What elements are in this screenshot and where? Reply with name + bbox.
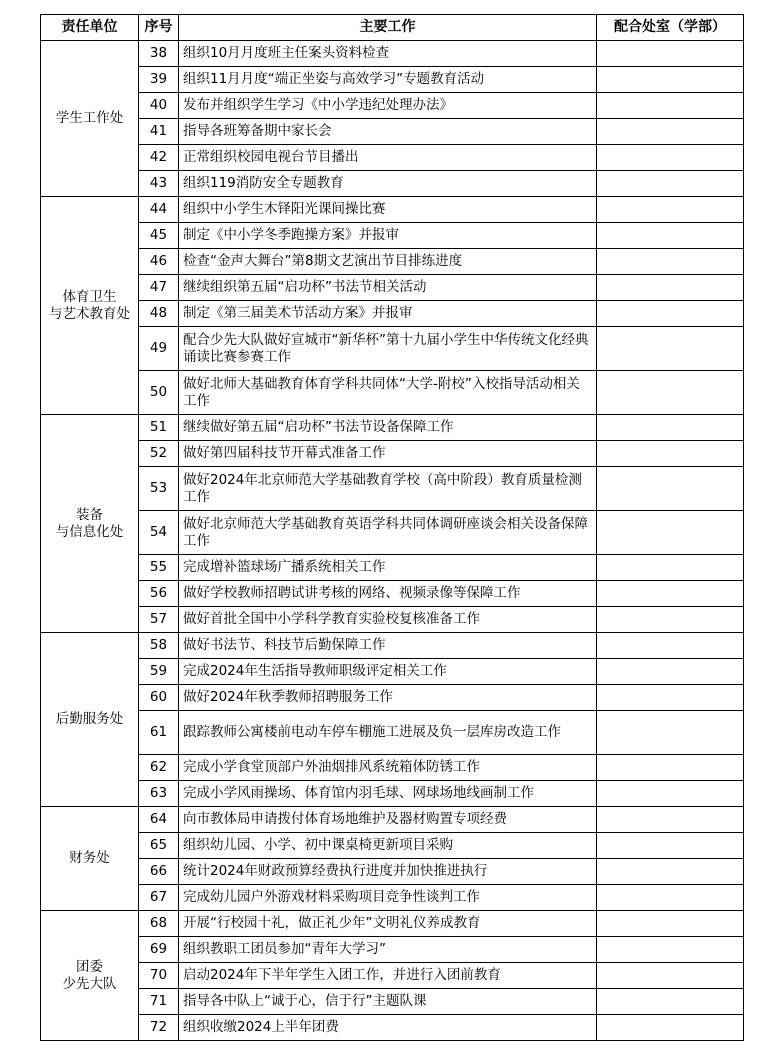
row-number: 66 (139, 859, 179, 885)
table-row (41, 301, 744, 327)
row-number: 53 (139, 467, 179, 511)
table-row (41, 911, 744, 937)
task-text: 做好2024年秋季教师招聘服务工作 (179, 685, 597, 711)
row-number: 67 (139, 885, 179, 911)
unit-name-line: 财务处 (69, 850, 110, 866)
row-number: 70 (139, 963, 179, 989)
row-number: 47 (139, 275, 179, 301)
unit-name-line: 后勤服务处 (55, 711, 124, 727)
row-number: 57 (139, 607, 179, 633)
unit-name-line: 与艺术教育处 (49, 305, 130, 322)
table-row (41, 93, 744, 119)
table-row (41, 807, 744, 833)
dept-cell (597, 93, 744, 119)
table-row (41, 467, 744, 511)
table-row (41, 833, 744, 859)
dept-cell (597, 145, 744, 171)
row-number: 54 (139, 511, 179, 555)
dept-cell (597, 781, 744, 807)
dept-cell (597, 1015, 744, 1041)
dept-cell (597, 581, 744, 607)
dept-cell (597, 415, 744, 441)
table-row (41, 685, 744, 711)
dept-cell (597, 467, 744, 511)
dept-cell (597, 755, 744, 781)
table-row (41, 711, 744, 755)
dept-cell (597, 555, 744, 581)
dept-cell (597, 859, 744, 885)
row-number: 46 (139, 249, 179, 275)
dept-cell (597, 937, 744, 963)
row-number: 60 (139, 685, 179, 711)
header-row (41, 15, 744, 41)
task-text: 正常组织校园电视台节目播出 (179, 145, 597, 171)
table-row (41, 415, 744, 441)
row-number: 49 (139, 327, 179, 371)
task-text: 指导各班筹备期中家长会 (179, 119, 597, 145)
table-row (41, 659, 744, 685)
dept-cell (597, 685, 744, 711)
task-text: 检查“金声大舞台”第8期文艺演出节目排练进度 (179, 249, 597, 275)
table-row (41, 197, 744, 223)
task-text: 组织10月月度班主任案头资料检查 (179, 41, 597, 67)
table-row (41, 755, 744, 781)
unit-cell (41, 197, 139, 415)
row-number: 38 (139, 41, 179, 67)
header-task: 主要工作 (179, 15, 597, 41)
row-number: 58 (139, 633, 179, 659)
table-row (41, 41, 744, 67)
unit-name-line: 学生工作处 (55, 110, 124, 126)
task-text: 组织11月月度“端正坐姿与高效学习”专题教育活动 (179, 67, 597, 93)
row-number: 55 (139, 555, 179, 581)
row-number: 68 (139, 911, 179, 937)
dept-cell (597, 301, 744, 327)
row-number: 64 (139, 807, 179, 833)
dept-cell (597, 911, 744, 937)
task-text: 完成幼儿园户外游戏材料采购项目竞争性谈判工作 (179, 885, 597, 911)
table-row (41, 555, 744, 581)
table-row (41, 223, 744, 249)
dept-cell (597, 833, 744, 859)
task-text: 组织收缴2024上半年团费 (179, 1015, 597, 1041)
dept-cell (597, 67, 744, 93)
row-number: 56 (139, 581, 179, 607)
dept-cell (597, 327, 744, 371)
table-row (41, 67, 744, 93)
row-number: 61 (139, 711, 179, 755)
dept-cell (597, 197, 744, 223)
dept-cell (597, 441, 744, 467)
table-row (41, 607, 744, 633)
task-text: 组织幼儿园、小学、初中课桌椅更新项目采购 (179, 833, 597, 859)
dept-cell (597, 511, 744, 555)
task-text: 指导各中队上“诚于心，信于行”主题队课 (179, 989, 597, 1015)
task-text: 开展“行校园十礼，做正礼少年”文明礼仪养成教育 (179, 911, 597, 937)
unit-cell (41, 41, 139, 197)
table-row (41, 171, 744, 197)
header-dept: 配合处室（学部） (597, 15, 744, 41)
table-row (41, 937, 744, 963)
dept-cell (597, 807, 744, 833)
task-text: 配合少先大队做好宣城市“新华杯”第十九届小学生中华传统文化经典诵读比赛参赛工作 (179, 327, 597, 371)
task-text: 继续做好第五届“启功杯”书法节设备保障工作 (179, 415, 597, 441)
table-row (41, 963, 744, 989)
unit-name-line: 与信息化处 (55, 523, 124, 540)
dept-cell (597, 371, 744, 415)
row-number: 43 (139, 171, 179, 197)
task-text: 统计2024年财政预算经费执行进度并加快推进执行 (179, 859, 597, 885)
table-row (41, 249, 744, 275)
task-text: 做好书法节、科技节后勤保障工作 (179, 633, 597, 659)
unit-cell (41, 415, 139, 633)
row-number: 40 (139, 93, 179, 119)
dept-cell (597, 171, 744, 197)
unit-name-line: 少先大队 (62, 975, 117, 992)
task-text: 做好学校教师招聘试讲考核的网络、视频录像等保障工作 (179, 581, 597, 607)
table-row (41, 119, 744, 145)
task-text: 完成2024年生活指导教师职级评定相关工作 (179, 659, 597, 685)
task-text: 完成增补篮球场广播系统相关工作 (179, 555, 597, 581)
task-text: 做好2024年北京师范大学基础教育学校（高中阶段）教育质量检测工作 (179, 467, 597, 511)
dept-cell (597, 119, 744, 145)
table-row (41, 511, 744, 555)
task-text: 制定《中小学冬季跑操方案》并报审 (179, 223, 597, 249)
unit-name-line: 团委 (76, 958, 103, 975)
row-number: 42 (139, 145, 179, 171)
dept-cell (597, 607, 744, 633)
table-row (41, 275, 744, 301)
row-number: 41 (139, 119, 179, 145)
header-num: 序号 (139, 15, 179, 41)
dept-cell (597, 41, 744, 67)
row-number: 50 (139, 371, 179, 415)
task-text: 继续组织第五届“启功杯”书法节相关活动 (179, 275, 597, 301)
task-text: 制定《第三届美术节活动方案》并报审 (179, 301, 597, 327)
row-number: 62 (139, 755, 179, 781)
table-row (41, 633, 744, 659)
task-text: 组织119消防安全专题教育 (179, 171, 597, 197)
dept-cell (597, 223, 744, 249)
task-text: 完成小学食堂顶部户外油烟排风系统箱体防锈工作 (179, 755, 597, 781)
task-text: 组织中小学生木铎阳光课间操比赛 (179, 197, 597, 223)
table-row (41, 989, 744, 1015)
dept-cell (597, 633, 744, 659)
row-number: 45 (139, 223, 179, 249)
dept-cell (597, 659, 744, 685)
table-row (41, 1015, 744, 1041)
row-number: 39 (139, 67, 179, 93)
row-number: 72 (139, 1015, 179, 1041)
table-row (41, 327, 744, 371)
unit-cell (41, 807, 139, 911)
task-text: 启动2024年下半年学生入团工作，并进行入团前教育 (179, 963, 597, 989)
row-number: 63 (139, 781, 179, 807)
row-number: 69 (139, 937, 179, 963)
work-plan-table (40, 14, 744, 1041)
dept-cell (597, 963, 744, 989)
table-row (41, 371, 744, 415)
row-number: 52 (139, 441, 179, 467)
row-number: 59 (139, 659, 179, 685)
dept-cell (597, 989, 744, 1015)
row-number: 44 (139, 197, 179, 223)
table-row (41, 781, 744, 807)
unit-name-line: 装备 (76, 506, 103, 523)
task-text: 向市教体局申请拨付体育场地维护及器材购置专项经费 (179, 807, 597, 833)
row-number: 71 (139, 989, 179, 1015)
table-row (41, 885, 744, 911)
dept-cell (597, 275, 744, 301)
unit-cell (41, 633, 139, 807)
task-text: 做好北师大基础教育体育学科共同体“大学-附校”入校指导活动相关工作 (179, 371, 597, 415)
header-unit: 责任单位 (41, 15, 139, 41)
dept-cell (597, 249, 744, 275)
task-text: 做好首批全国中小学科学教育实验校复核准备工作 (179, 607, 597, 633)
row-number: 48 (139, 301, 179, 327)
unit-cell (41, 911, 139, 1041)
task-text: 做好北京师范大学基础教育英语学科共同体调研座谈会相关设备保障工作 (179, 511, 597, 555)
unit-name-line: 体育卫生 (62, 288, 117, 305)
task-text: 做好第四届科技节开幕式准备工作 (179, 441, 597, 467)
table-row (41, 441, 744, 467)
dept-cell (597, 885, 744, 911)
table-row (41, 145, 744, 171)
task-text: 组织教职工团员参加“青年大学习” (179, 937, 597, 963)
task-text: 发布并组织学生学习《中小学违纪处理办法》 (179, 93, 597, 119)
task-text: 跟踪教师公寓楼前电动车停车棚施工进展及负一层库房改造工作 (179, 711, 597, 755)
table-row (41, 581, 744, 607)
row-number: 65 (139, 833, 179, 859)
table-row (41, 859, 744, 885)
dept-cell (597, 711, 744, 755)
row-number: 51 (139, 415, 179, 441)
task-text: 完成小学风雨操场、体育馆内羽毛球、网球场地线画制工作 (179, 781, 597, 807)
